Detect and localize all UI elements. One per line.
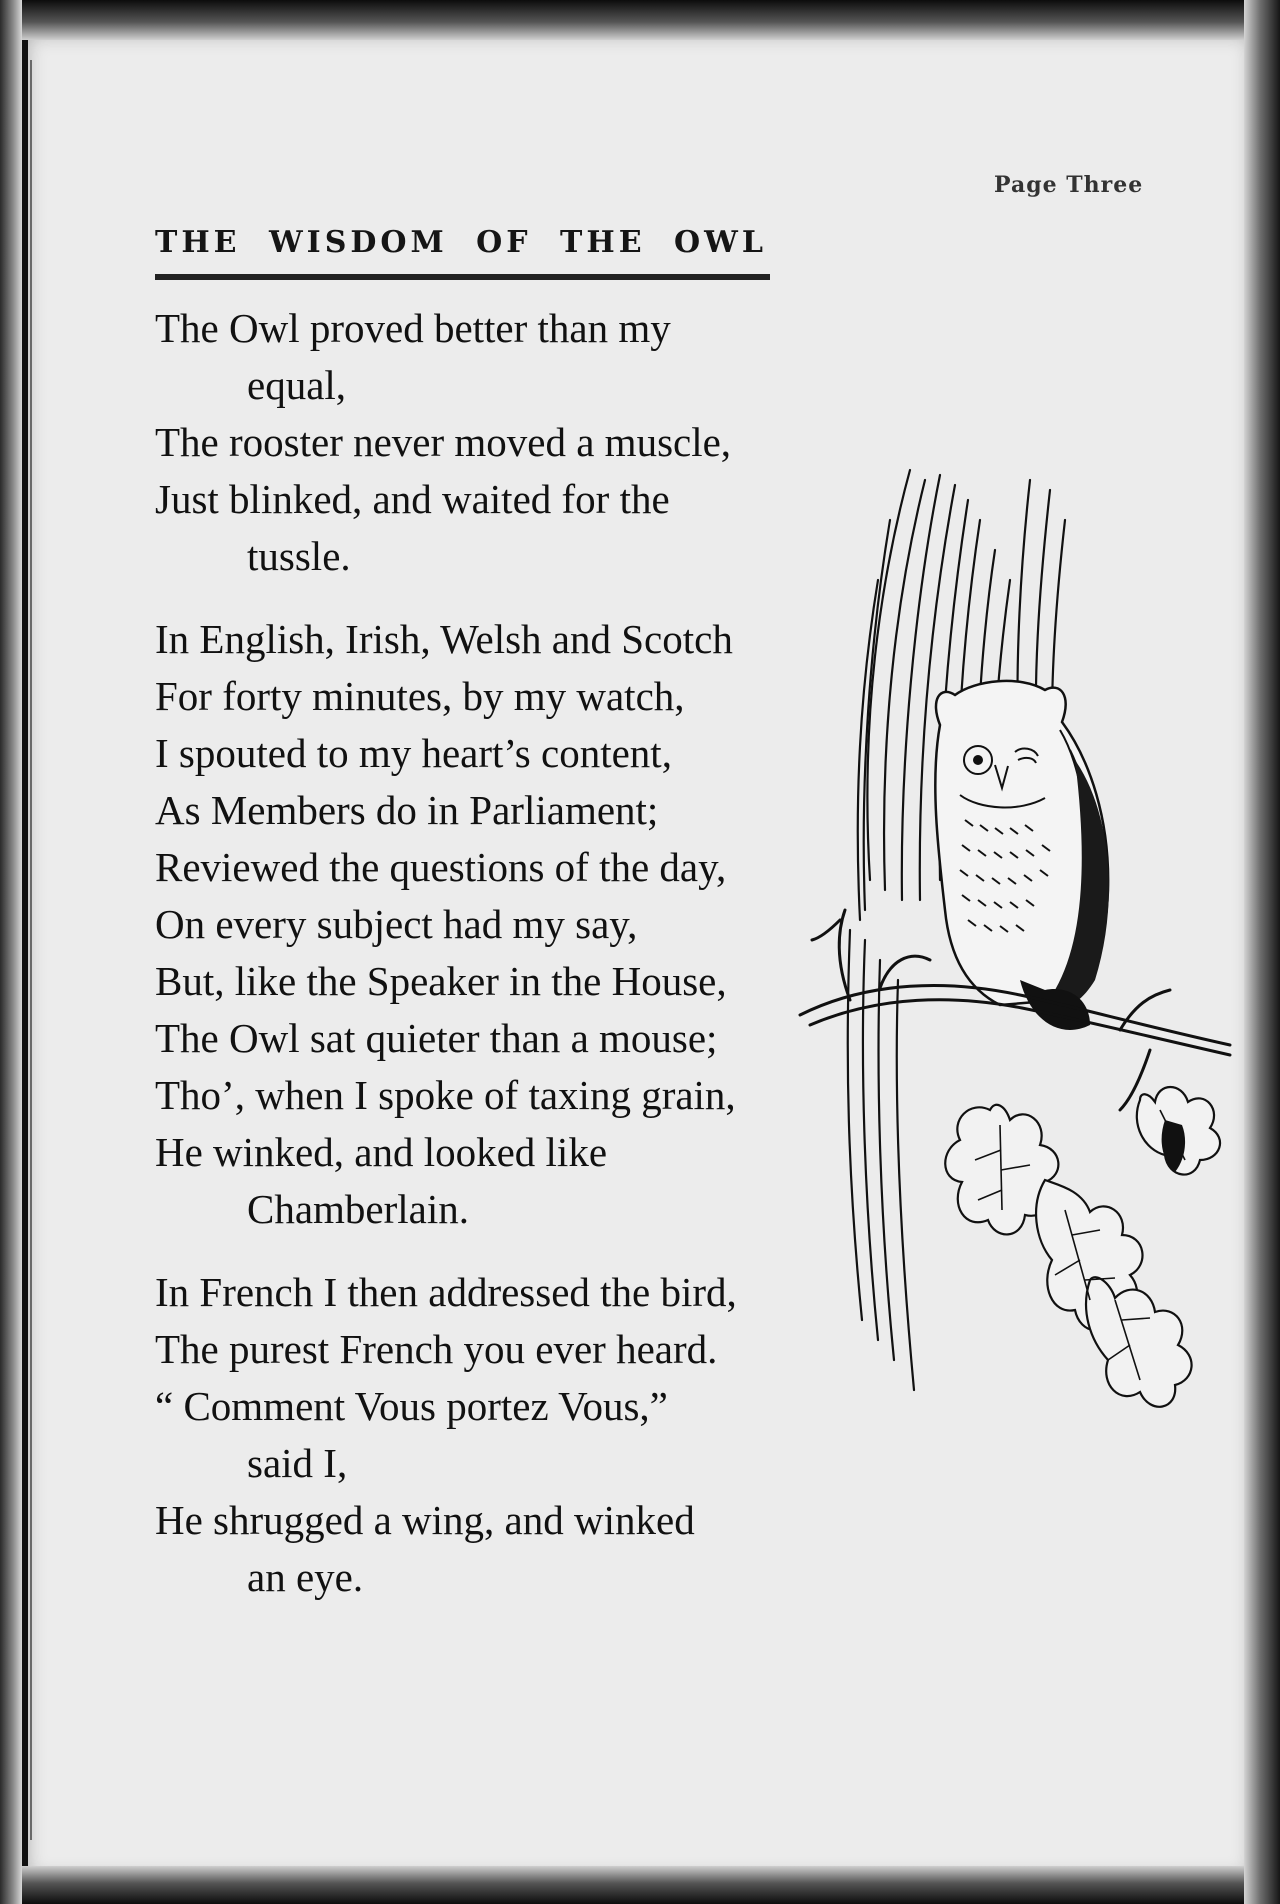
stanza	[155, 1264, 775, 1606]
stanza	[155, 300, 775, 585]
poem-line: As Members do in Parliament;	[155, 787, 659, 833]
title-underline	[155, 274, 770, 280]
page-number: Page Three	[994, 172, 1144, 198]
poem-line: The purest French you ever heard.	[155, 1326, 718, 1372]
page-left-edge	[0, 0, 22, 1904]
poem-line: He winked, and looked like	[155, 1129, 608, 1175]
page-bottom-edge	[0, 1866, 1280, 1904]
poem-line: The Owl sat quieter than a mouse;	[155, 1015, 718, 1061]
poem-line: For forty minutes, by my watch,	[155, 673, 685, 719]
poem-line: In English, Irish, Welsh and Scotch	[155, 616, 733, 662]
poem-line: “ Comment Vous portez Vous,”	[155, 1383, 668, 1429]
poem-line: Reviewed the questions of the day,	[155, 844, 727, 890]
poem-line: equal,	[247, 362, 347, 408]
poem-line: On every subject had my say,	[155, 901, 638, 947]
poem-line: Chamberlain.	[247, 1186, 470, 1232]
poem-line: an eye.	[247, 1554, 364, 1600]
poem-line: The Owl proved better than my	[155, 305, 671, 351]
poem-line: said I,	[247, 1440, 348, 1486]
poem-line: He shrugged a wing, and winked	[155, 1497, 695, 1543]
poem-line: Tho’, when I spoke of taxing grain,	[155, 1072, 736, 1118]
page-right-edge	[1244, 0, 1280, 1904]
poem-line: Just blinked, and waited for the	[155, 476, 670, 522]
poem-body	[155, 300, 775, 1632]
owl-on-oak-branch-illustration	[790, 460, 1240, 1420]
poem-line: I spouted to my heart’s content,	[155, 730, 672, 776]
poem-title: THE WISDOM OF THE OWL	[155, 225, 767, 260]
poem-line: tussle.	[247, 533, 351, 579]
poem-line: In French I then addressed the bird,	[155, 1269, 737, 1315]
poem-line: The rooster never moved a muscle,	[155, 419, 732, 465]
stanza	[155, 611, 775, 1238]
spine-gutter-line	[30, 60, 32, 1840]
page-top-edge	[0, 0, 1280, 40]
poem-line: But, like the Speaker in the House,	[155, 958, 727, 1004]
